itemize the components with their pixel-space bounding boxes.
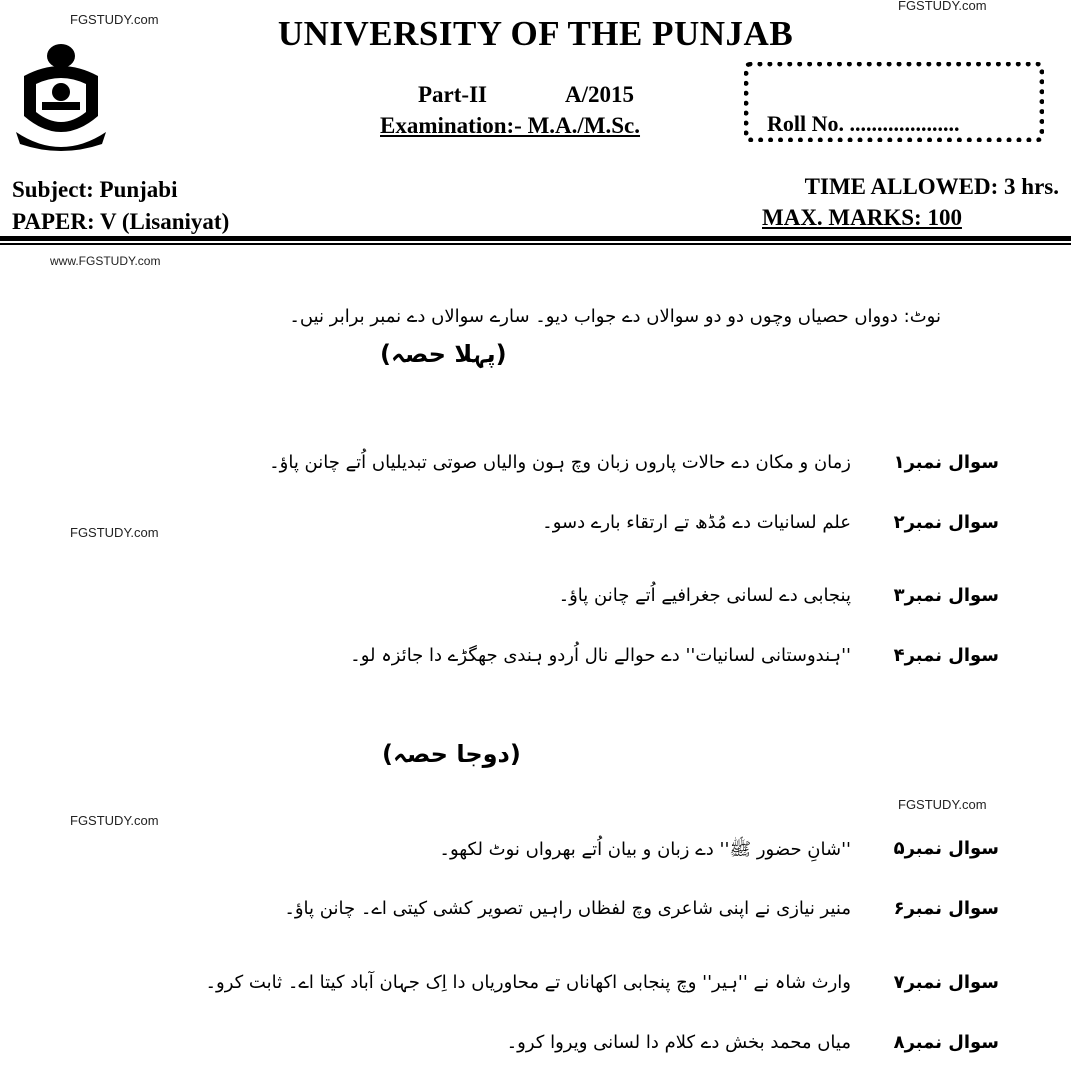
question-text: ''ہندوستانی لسانیات'' دے حوالے نال اُردو ہندی جھگڑے دا جائزہ لو۔: [350, 645, 851, 666]
question-label: سوال نمبر۴: [893, 645, 999, 666]
time-allowed: TIME ALLOWED: 3 hrs.: [804, 174, 1059, 199]
question-text: منیر نیازی نے اپنی شاعری وچ لفظاں راہیں تصویر کشی کیتی اے۔ چانن پاؤ۔: [284, 898, 851, 919]
section-heading: (دوجا حصہ): [382, 740, 521, 768]
question-label: سوال نمبر۳: [893, 585, 999, 606]
examination-label: Examination:- M.A./M.Sc.: [380, 113, 641, 138]
paper-label: PAPER: V (Lisaniyat): [12, 209, 230, 234]
question-text: پنجابی دے لسانی جغرافیے اُتے چانن پاؤ۔: [558, 585, 851, 606]
max-marks: MAX. MARKS: 100: [762, 205, 962, 230]
header-divider: [0, 236, 1071, 241]
roll-number-label: Roll No. ....................: [767, 111, 960, 136]
question-text: علم لسانیات دے مُڈھ تے ارتقاء بارے دسو۔: [542, 512, 851, 533]
part-label: Part-II: [418, 82, 487, 107]
instructions-note: نوٹ: دوواں حصیاں وچوں دو دو سوالاں دے جواب دیو۔ سارے سوالاں دے نمبر برابر نیں۔: [289, 306, 941, 327]
question-text: زمان و مکان دے حالات پاروں زبان وچ ہون والیاں صوتی تبدیلیاں اُتے چانن پاؤ۔: [269, 452, 851, 473]
watermark: FGSTUDY.com: [70, 813, 159, 828]
subject-label: Subject: Punjabi: [12, 177, 178, 202]
question-label: سوال نمبر۱: [893, 452, 999, 473]
watermark: FGSTUDY.com: [898, 797, 987, 812]
question-text: ''شانِ حضور ﷺ'' دے زبان و بیان اُتے بھرواں نوٹ لکھو۔: [439, 839, 851, 860]
question-label: سوال نمبر۵: [893, 838, 999, 859]
question-label: سوال نمبر۸: [893, 1032, 999, 1053]
question-text: میاں محمد بخش دے کلام دا لسانی ویروا کرو۔: [506, 1032, 851, 1053]
question-text: وارث شاہ نے ''ہیر'' وچ پنجابی اکھاناں تے محاوریاں دا اِک جہان آباد کیتا اے۔ ثابت کرو۔: [205, 972, 851, 993]
session-label: A/2015: [565, 82, 634, 107]
question-label: سوال نمبر۶: [893, 898, 999, 919]
watermark: FGSTUDY.com: [70, 525, 159, 540]
university-title: UNIVERSITY OF THE PUNJAB: [277, 14, 794, 53]
question-label: سوال نمبر۲: [893, 512, 999, 533]
watermark: FGSTUDY.com: [70, 12, 159, 27]
header-divider: [0, 243, 1071, 245]
watermark: FGSTUDY.com: [898, 0, 987, 13]
roll-number-box: [744, 62, 1044, 142]
watermark: www.FGSTUDY.com: [50, 254, 161, 268]
question-label: سوال نمبر۷: [893, 972, 999, 993]
section-heading: (پہلا حصہ): [380, 340, 507, 368]
